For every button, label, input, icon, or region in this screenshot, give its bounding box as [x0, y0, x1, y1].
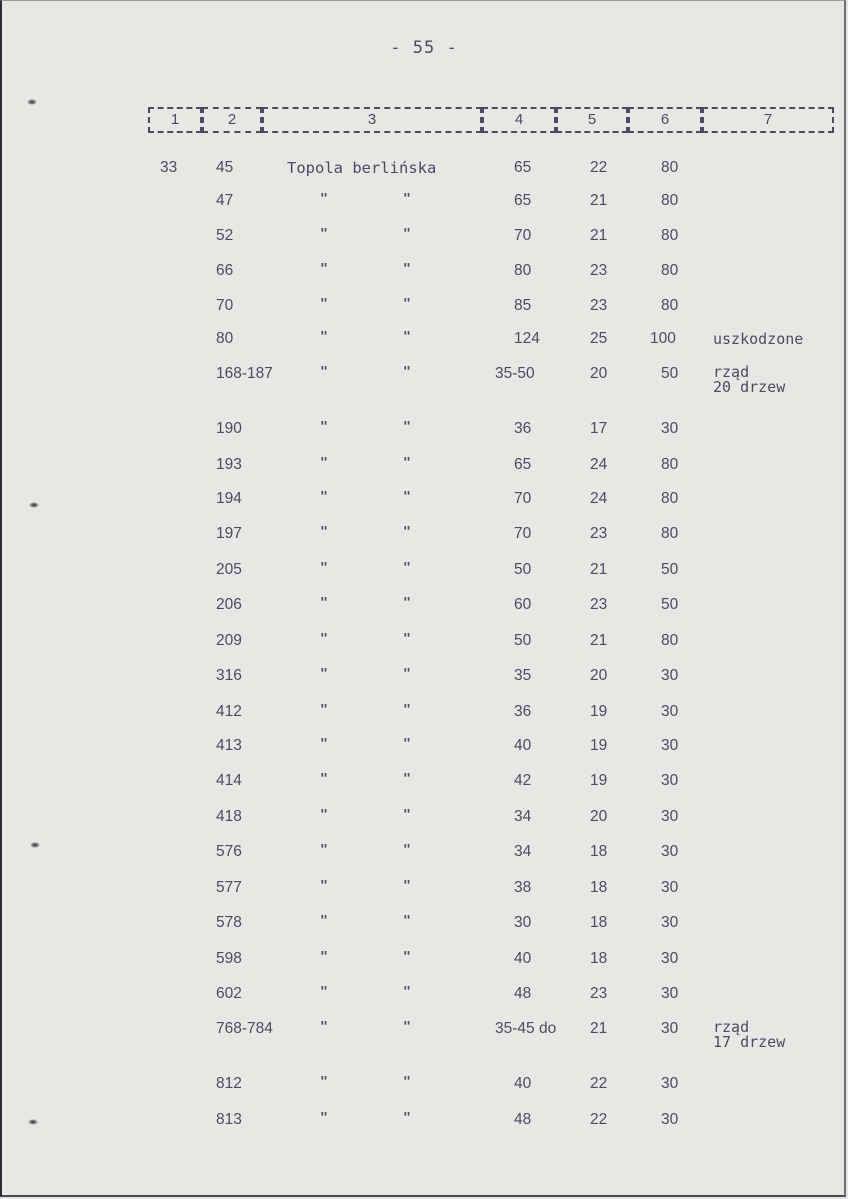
table-row	[0, 596, 848, 632]
ditto-mark: "	[403, 456, 411, 471]
cell-col4: 85	[514, 297, 532, 314]
table-row	[0, 737, 848, 773]
ditto-mark: "	[403, 914, 411, 929]
remark-line: 17 drzew	[713, 1033, 786, 1051]
cell-col6: 30	[661, 1111, 679, 1128]
ditto-mark: "	[320, 561, 328, 576]
remark-line: uszkodzone	[713, 330, 804, 348]
cell-col5: 23	[590, 596, 608, 613]
cell-col5: 23	[590, 985, 608, 1002]
cell-col2: 413	[216, 737, 242, 754]
cell-col5: 24	[590, 490, 608, 507]
cell-col5: 20	[590, 365, 608, 382]
cell-col2: 209	[216, 632, 242, 649]
ditto-mark: "	[403, 632, 411, 647]
column-header-1: 1	[148, 107, 202, 133]
ditto-mark: "	[403, 808, 411, 823]
cell-col4: 36	[514, 703, 532, 720]
ditto-mark: "	[320, 843, 328, 858]
cell-col4: 60	[514, 596, 532, 613]
cell-col2: 418	[216, 808, 242, 825]
ditto-mark: "	[320, 596, 328, 611]
cell-col6: 30	[661, 914, 679, 931]
cell-col6: 30	[661, 843, 679, 860]
cell-col4: 70	[514, 227, 532, 244]
cell-col2: 47	[216, 192, 234, 209]
cell-col2: 194	[216, 490, 242, 507]
table-row	[0, 667, 848, 703]
ditto-mark: "	[403, 561, 411, 576]
ditto-mark: "	[403, 879, 411, 894]
cell-remarks	[713, 365, 785, 395]
cell-col6: 80	[661, 227, 679, 244]
cell-col4: 65	[514, 192, 532, 209]
cell-col2: 578	[216, 914, 242, 931]
table-row	[0, 985, 848, 1021]
cell-col5: 25	[590, 330, 608, 347]
cell-col5: 18	[590, 843, 608, 860]
ditto-mark: "	[320, 985, 328, 1000]
cell-col2: 205	[216, 561, 242, 578]
table-row	[0, 772, 848, 808]
cell-col6: 30	[661, 1020, 679, 1037]
cell-col5: 19	[590, 737, 608, 754]
punch-hole-mark	[27, 99, 37, 105]
cell-col2: 70	[216, 297, 234, 314]
cell-col5: 21	[590, 1020, 608, 1037]
ditto-mark: "	[403, 737, 411, 752]
cell-col4: 30	[514, 914, 532, 931]
ditto-mark: "	[320, 703, 328, 718]
ditto-mark: "	[403, 525, 411, 540]
ditto-mark: "	[403, 262, 411, 277]
cell-col2: 812	[216, 1075, 242, 1092]
ditto-mark: "	[403, 420, 411, 435]
cell-col5: 19	[590, 772, 608, 789]
ditto-mark: "	[403, 772, 411, 787]
cell-col4: 124	[514, 330, 540, 347]
cell-col6: 30	[661, 1075, 679, 1092]
cell-col4: 35-45 do	[495, 1020, 557, 1037]
page-number: - 55 -	[390, 38, 458, 58]
cell-col2: 316	[216, 667, 242, 684]
remark-line: rząd	[713, 1018, 750, 1036]
cell-col4: 65	[514, 159, 532, 176]
cell-col5: 22	[590, 1075, 608, 1092]
cell-col2: 412	[216, 703, 242, 720]
cell-col4: 65	[514, 456, 532, 473]
cell-col2: 168-187	[216, 365, 273, 382]
cell-col2: 66	[216, 262, 234, 279]
cell-col2: 598	[216, 950, 242, 967]
ditto-mark: "	[403, 1075, 411, 1090]
cell-col5: 21	[590, 227, 608, 244]
table-row	[0, 227, 848, 263]
table-row	[0, 808, 848, 844]
cell-col5: 19	[590, 703, 608, 720]
cell-col5: 21	[590, 561, 608, 578]
ditto-mark: "	[403, 297, 411, 312]
ditto-mark: "	[320, 879, 328, 894]
ditto-mark: "	[403, 703, 411, 718]
ditto-mark: "	[320, 1020, 328, 1035]
column-header-5: 5	[556, 107, 628, 133]
table-row	[0, 192, 848, 228]
cell-col6: 80	[661, 456, 679, 473]
cell-col4: 40	[514, 950, 532, 967]
column-header-6: 6	[628, 107, 702, 133]
cell-col6: 100	[650, 330, 676, 347]
cell-col4: 40	[514, 1075, 532, 1092]
cell-col6: 30	[661, 703, 679, 720]
ditto-mark: "	[320, 490, 328, 505]
cell-col2: 813	[216, 1111, 242, 1128]
ditto-mark: "	[403, 192, 411, 207]
table-row	[0, 525, 848, 561]
ditto-mark: "	[403, 330, 411, 345]
ditto-mark: "	[320, 227, 328, 242]
cell-col2: 577	[216, 879, 242, 896]
cell-col6: 80	[661, 525, 679, 542]
cell-col6: 30	[661, 420, 679, 437]
table-row	[0, 159, 848, 195]
remark-line: rząd	[713, 363, 750, 381]
cell-col6: 30	[661, 879, 679, 896]
cell-col5: 23	[590, 297, 608, 314]
ditto-mark: "	[320, 525, 328, 540]
table-row	[0, 843, 848, 879]
cell-remarks	[713, 332, 803, 347]
cell-col4: 38	[514, 879, 532, 896]
table-row	[0, 1111, 848, 1147]
ditto-mark: "	[320, 950, 328, 965]
cell-col2: 190	[216, 420, 242, 437]
cell-col5: 17	[590, 420, 608, 437]
cell-col5: 20	[590, 808, 608, 825]
cell-col6: 30	[661, 808, 679, 825]
ditto-mark: "	[320, 262, 328, 277]
cell-col2: 206	[216, 596, 242, 613]
cell-col5: 24	[590, 456, 608, 473]
cell-col6: 80	[661, 159, 679, 176]
column-header-4: 4	[482, 107, 556, 133]
cell-col6: 30	[661, 772, 679, 789]
table-row	[0, 914, 848, 950]
cell-col4: 70	[514, 525, 532, 542]
table-row	[0, 1020, 848, 1056]
cell-col5: 18	[590, 950, 608, 967]
cell-col6: 30	[661, 667, 679, 684]
cell-col4: 80	[514, 262, 532, 279]
cell-col6: 30	[661, 985, 679, 1002]
table-row	[0, 262, 848, 298]
ditto-mark: "	[320, 914, 328, 929]
cell-col5: 21	[590, 192, 608, 209]
cell-col5: 22	[590, 1111, 608, 1128]
cell-col6: 80	[661, 192, 679, 209]
cell-col4: 36	[514, 420, 532, 437]
ditto-mark: "	[320, 456, 328, 471]
cell-col4: 34	[514, 843, 532, 860]
cell-col6: 80	[661, 262, 679, 279]
cell-col4: 40	[514, 737, 532, 754]
table-row	[0, 420, 848, 456]
ditto-mark: "	[403, 985, 411, 1000]
cell-col4: 70	[514, 490, 532, 507]
cell-col4: 42	[514, 772, 532, 789]
cell-col6: 30	[661, 737, 679, 754]
cell-col2: 768-784	[216, 1020, 273, 1037]
ditto-mark: "	[403, 843, 411, 858]
cell-col5: 18	[590, 879, 608, 896]
ditto-mark: "	[320, 192, 328, 207]
ditto-mark: "	[320, 772, 328, 787]
cell-col6: 80	[661, 297, 679, 314]
ditto-mark: "	[403, 1020, 411, 1035]
table-row	[0, 365, 848, 401]
table-row	[0, 1075, 848, 1111]
column-header-2: 2	[202, 107, 262, 133]
cell-col2: 80	[216, 330, 234, 347]
table-row	[0, 297, 848, 333]
cell-col4: 34	[514, 808, 532, 825]
cell-col5: 23	[590, 525, 608, 542]
cell-col4: 50	[514, 632, 532, 649]
table-row	[0, 456, 848, 492]
ditto-mark: "	[320, 1111, 328, 1126]
ditto-mark: "	[320, 330, 328, 345]
ditto-mark: "	[403, 490, 411, 505]
cell-col5: 22	[590, 159, 608, 176]
cell-species-name: Topola berlińska	[287, 159, 437, 177]
table-row	[0, 703, 848, 739]
cell-col6: 80	[661, 632, 679, 649]
column-header-row	[148, 107, 834, 133]
ditto-mark: "	[320, 420, 328, 435]
ditto-mark: "	[320, 632, 328, 647]
cell-col1: 33	[160, 159, 178, 176]
ditto-mark: "	[403, 667, 411, 682]
ditto-mark: "	[403, 1111, 411, 1126]
column-header-3: 3	[262, 107, 482, 133]
ditto-mark: "	[320, 737, 328, 752]
cell-col5: 21	[590, 632, 608, 649]
cell-col2: 414	[216, 772, 242, 789]
table-row	[0, 632, 848, 668]
cell-col4: 35	[514, 667, 532, 684]
ditto-mark: "	[320, 365, 328, 380]
cell-col2: 193	[216, 456, 242, 473]
cell-col6: 30	[661, 950, 679, 967]
ditto-mark: "	[403, 950, 411, 965]
ditto-mark: "	[320, 297, 328, 312]
cell-col4: 35-50	[495, 365, 535, 382]
cell-col5: 20	[590, 667, 608, 684]
ditto-mark: "	[320, 1075, 328, 1090]
ditto-mark: "	[320, 808, 328, 823]
ditto-mark: "	[403, 365, 411, 380]
ditto-mark: "	[403, 227, 411, 242]
cell-col6: 80	[661, 490, 679, 507]
column-header-7: 7	[702, 107, 834, 133]
table-row	[0, 561, 848, 597]
cell-col5: 23	[590, 262, 608, 279]
cell-col2: 45	[216, 159, 234, 176]
table-row	[0, 950, 848, 986]
table-row	[0, 490, 848, 526]
cell-col4: 50	[514, 561, 532, 578]
ditto-mark: "	[403, 596, 411, 611]
cell-col6: 50	[661, 561, 679, 578]
table-row	[0, 330, 848, 366]
cell-col2: 197	[216, 525, 242, 542]
cell-remarks	[713, 1020, 785, 1050]
cell-col5: 18	[590, 914, 608, 931]
cell-col6: 50	[661, 365, 679, 382]
cell-col2: 602	[216, 985, 242, 1002]
ditto-mark: "	[320, 667, 328, 682]
cell-col6: 50	[661, 596, 679, 613]
cell-col2: 52	[216, 227, 234, 244]
table-row	[0, 879, 848, 915]
cell-col4: 48	[514, 1111, 532, 1128]
remark-line: 20 drzew	[713, 378, 786, 396]
cell-col2: 576	[216, 843, 242, 860]
cell-col4: 48	[514, 985, 532, 1002]
